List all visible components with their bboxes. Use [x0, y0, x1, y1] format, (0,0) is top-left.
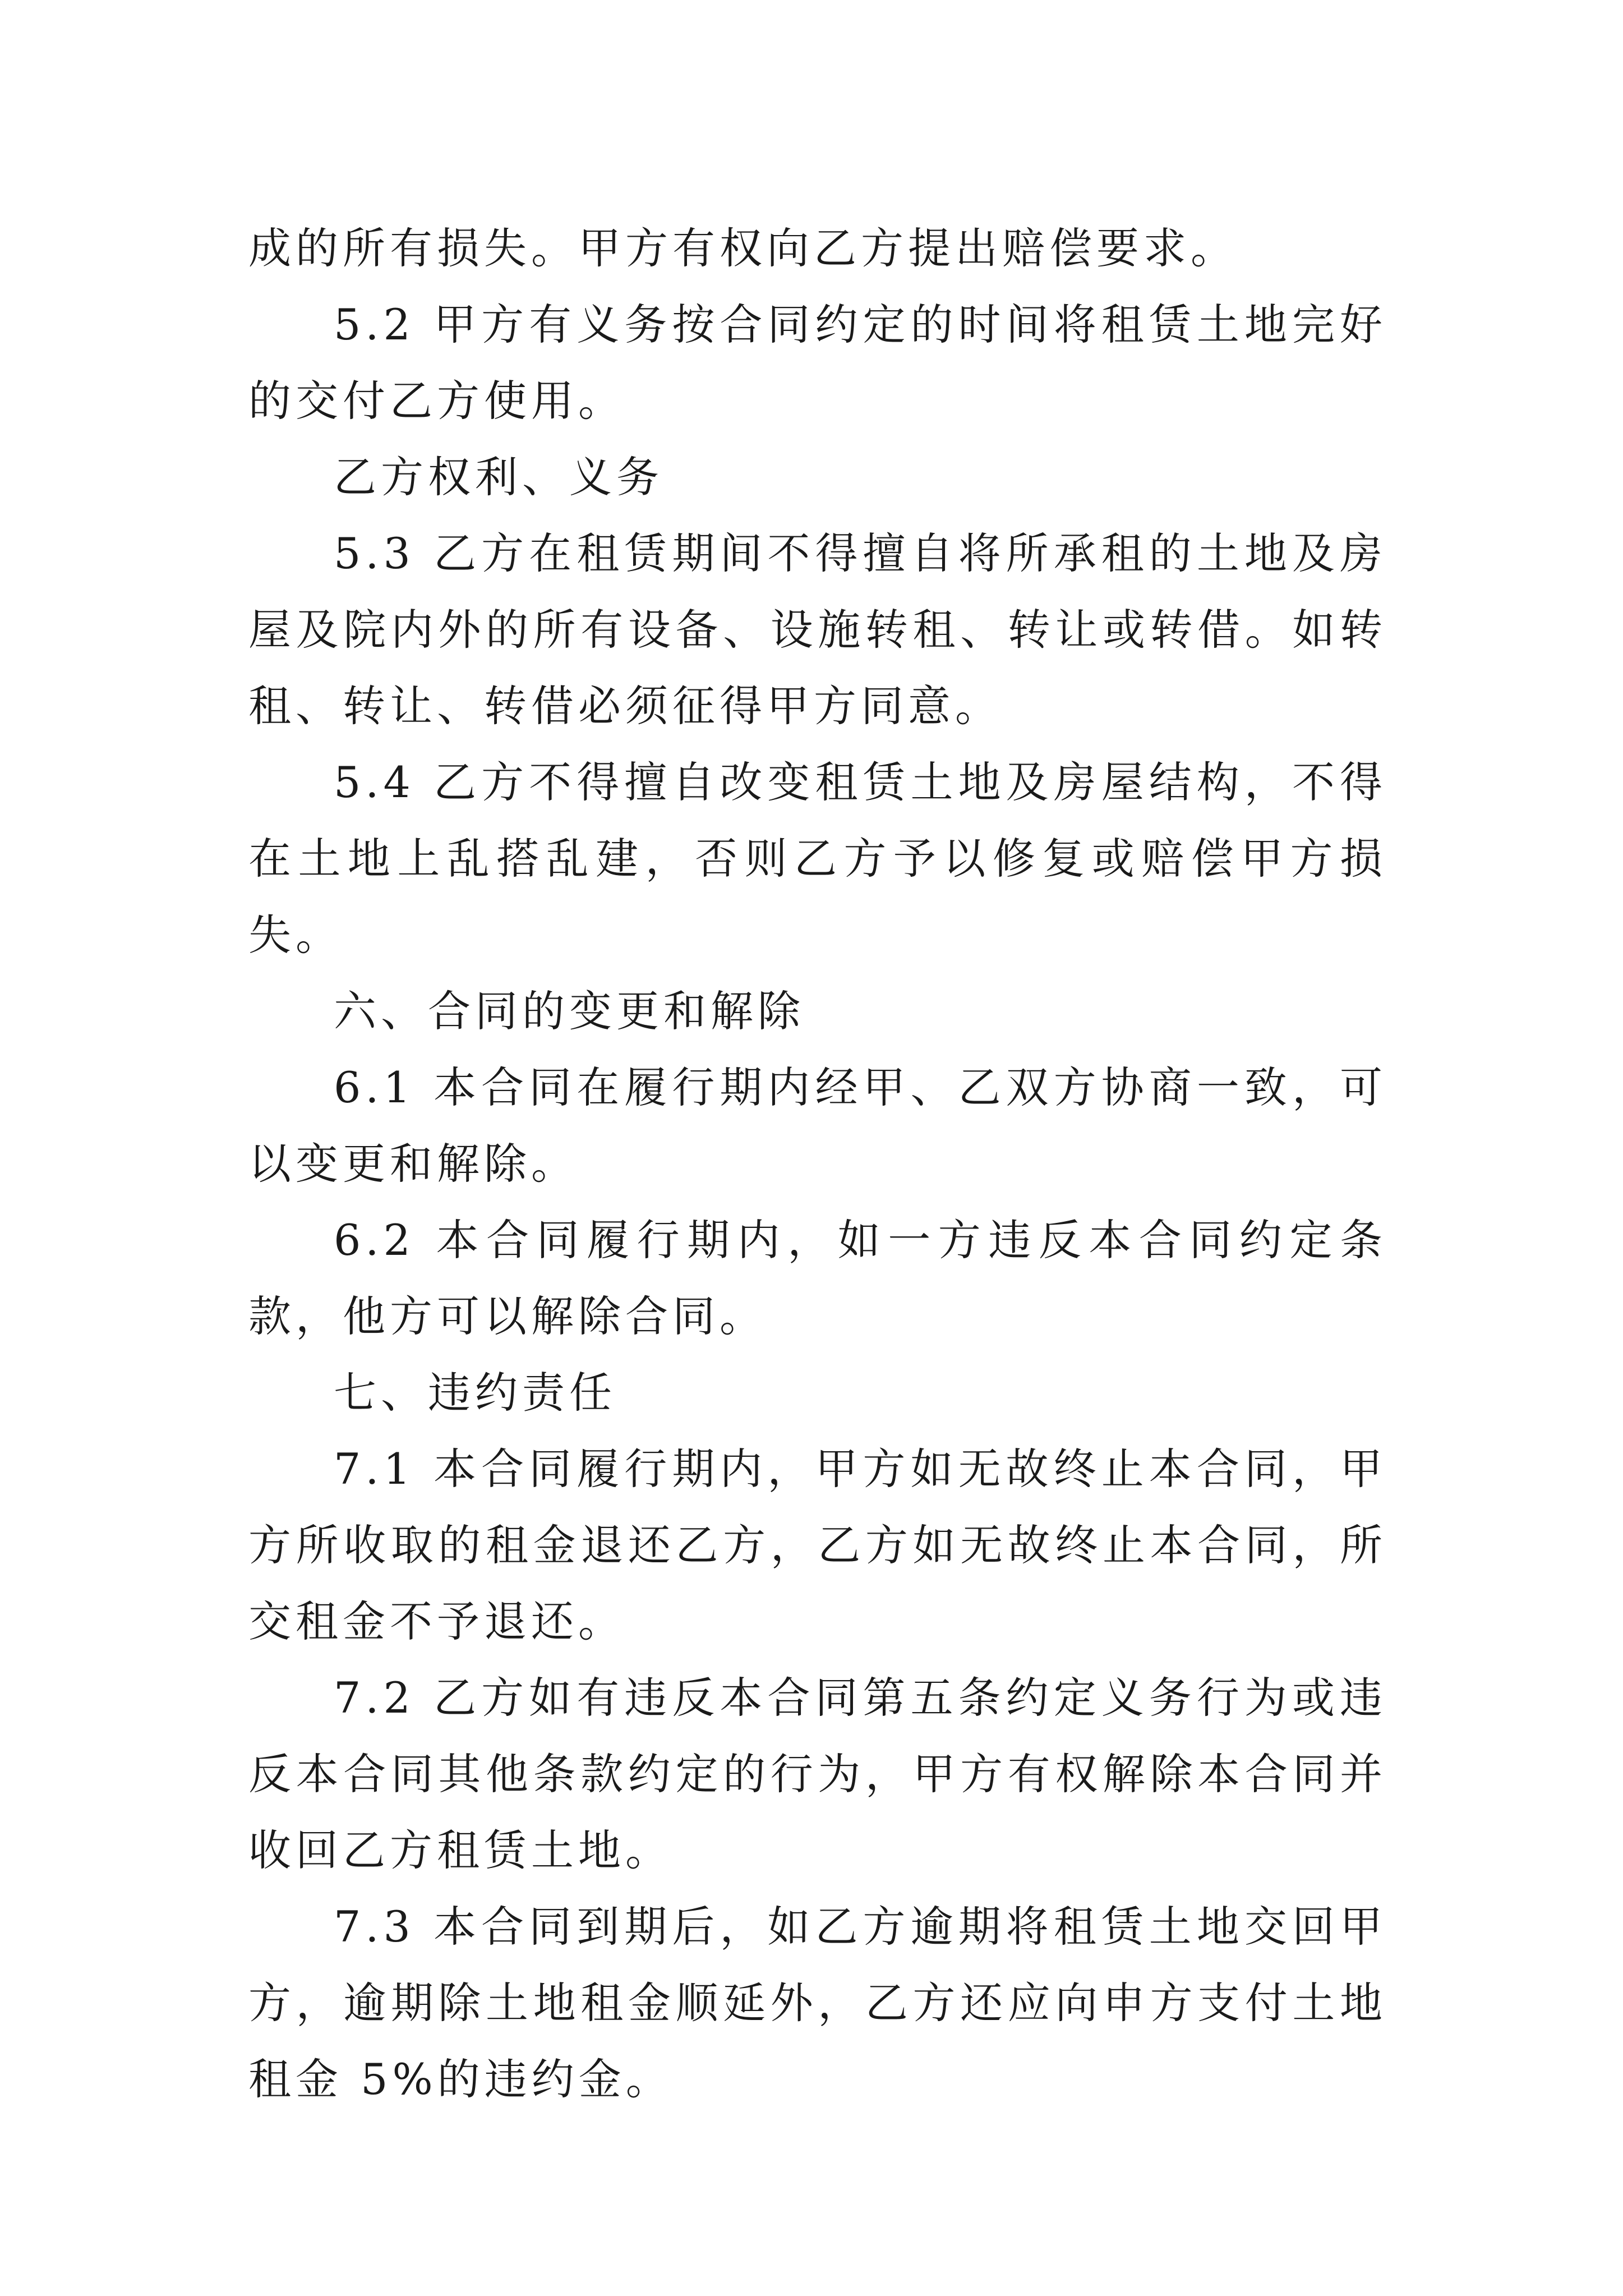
section-heading-party-b-rights: 乙方权利、义务 [334, 452, 663, 502]
paragraph-continuation: 成的所有损失。甲方有权向乙方提出赔偿要求。 [248, 223, 1238, 273]
clause-5-4: 5.4 乙方不得擅自改变租赁土地及房屋结构，不得在土地上乱搭乱建，否则乙方予以修复或赔偿甲方损失。 [248, 757, 1387, 960]
document-body [248, 210, 1387, 2118]
clause-5-2: 5.2 甲方有义务按合同约定的时间将租赁土地完好的交付乙方使用。 [248, 300, 1387, 426]
clause-7-3: 7.3 本合同到期后，如乙方逾期将租赁土地交回甲方，逾期除土地租金顺延外，乙方还应向申方支付土地租金 5%的违约金。 [248, 1902, 1387, 2104]
section-heading-7: 七、违约责任 [334, 1368, 616, 1418]
clause-5-3: 5.3 乙方在租赁期间不得擅自将所承租的土地及房屋及院内外的所有设备、设施转租、转让或转借。如转租、转让、转借必须征得甲方同意。 [248, 528, 1387, 731]
clause-7-2: 7.2 乙方如有违反本合同第五条约定义务行为或违反本合同其他条款约定的行为，甲方有权解除本合同并收回乙方租赁土地。 [248, 1673, 1387, 1875]
clause-6-1: 6.1 本合同在履行期内经甲、乙双方协商一致，可以变更和解除。 [248, 1062, 1387, 1189]
clause-7-1: 7.1 本合同履行期内，甲方如无故终止本合同，甲方所收取的租金退还乙方，乙方如无故终止本合同，所交租金不予退还。 [248, 1444, 1387, 1646]
section-heading-6: 六、合同的变更和解除 [334, 986, 805, 1036]
clause-6-2: 6.2 本合同履行期内，如一方违反本合同约定条款，他方可以解除合同。 [248, 1215, 1387, 1341]
